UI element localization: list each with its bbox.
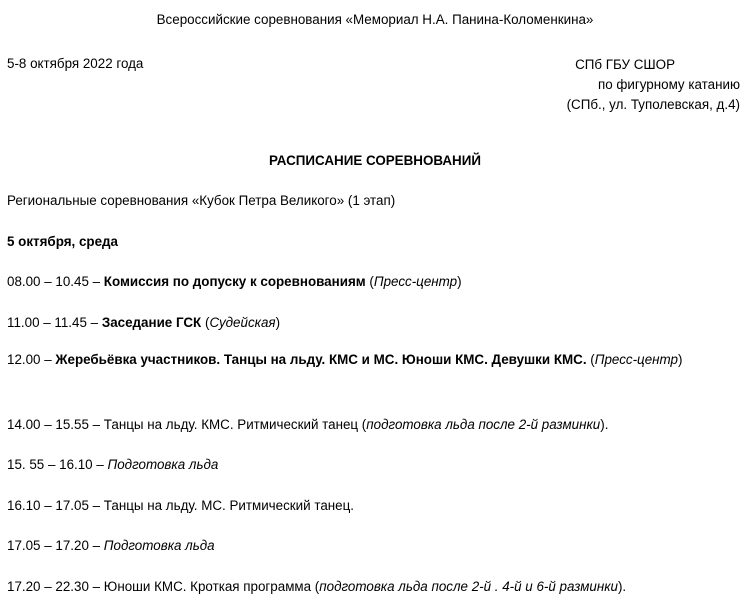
item-text: Танцы на льду. КМС. Ритмический танец ( — [103, 417, 367, 432]
schedule-item — [7, 578, 626, 595]
item-time: 15. 55 – 16.10 – — [7, 457, 108, 472]
item-time: 14.00 – 15.55 – — [7, 417, 104, 432]
schedule-item — [7, 273, 462, 290]
item-bold-text: Жеребьёвка участников. Танцы на льду. КМС и МС. Юноши КМС. Девушки КМС. — [55, 352, 587, 367]
item-text-end: ). — [600, 417, 609, 432]
item-text-end: ) — [457, 274, 462, 289]
schedule-item — [7, 497, 354, 514]
event-dates: 5-8 октября 2022 года — [7, 56, 144, 71]
item-time: 16.10 – 17.05 – — [7, 498, 104, 513]
item-text-end: ) — [275, 315, 281, 330]
organizer-name: СПб ГБУ СШОР — [575, 57, 675, 72]
item-location: Судейская — [209, 315, 276, 330]
competition-subtitle: Региональные соревнования «Кубок Петра Великого» (1 этап) — [7, 193, 396, 208]
item-time: 17.05 – 17.20 – — [7, 538, 104, 553]
item-note: Подготовка льда — [103, 538, 215, 553]
schedule-item — [7, 416, 608, 433]
item-bold-text: Комиссия по допуску к соревнованиям — [103, 274, 366, 289]
day-heading: 5 октября, среда — [7, 234, 118, 249]
item-text: ( — [201, 315, 210, 330]
schedule-item — [7, 537, 215, 554]
item-text: Юноши КМС. Кроткая программа ( — [103, 579, 320, 594]
organizer-block — [567, 55, 740, 115]
item-text: Танцы на льду. МС. Ритмический танец. — [103, 498, 355, 513]
item-note: Подготовка льда — [107, 457, 219, 472]
item-location: Пресс-центр — [594, 352, 678, 367]
document-header-title: Всероссийские соревнования «Мемориал Н.А. Панина-Коломенкина» — [156, 12, 594, 27]
item-text: ( — [586, 352, 595, 367]
item-text-end: ) — [677, 352, 683, 367]
item-time: 12.00 – — [7, 352, 56, 367]
organizer-specialty: по фигурному катанию — [597, 77, 740, 92]
schedule-item — [7, 314, 280, 331]
item-time: 11.00 – 11.45 – — [7, 315, 102, 330]
item-text: ( — [365, 274, 374, 289]
schedule-title: РАСПИСАНИЕ СОРЕВНОВАНИЙ — [269, 153, 481, 168]
schedule-item — [7, 456, 218, 473]
item-note: подготовка льда после 2-й . 4-й и 6-й разминки — [319, 579, 618, 594]
schedule-item — [7, 350, 737, 370]
item-time: 08.00 – 10.45 – — [7, 274, 104, 289]
item-time: 17.20 – 22.30 – — [7, 579, 104, 594]
item-text-end: ). — [617, 579, 627, 594]
item-note: подготовка льда после 2-й разминки — [366, 417, 601, 432]
item-bold-text: Заседание ГСК — [101, 315, 202, 330]
item-location: Пресс-центр — [373, 274, 458, 289]
organizer-address: (СПб., ул. Туполевская, д.4) — [566, 97, 740, 112]
